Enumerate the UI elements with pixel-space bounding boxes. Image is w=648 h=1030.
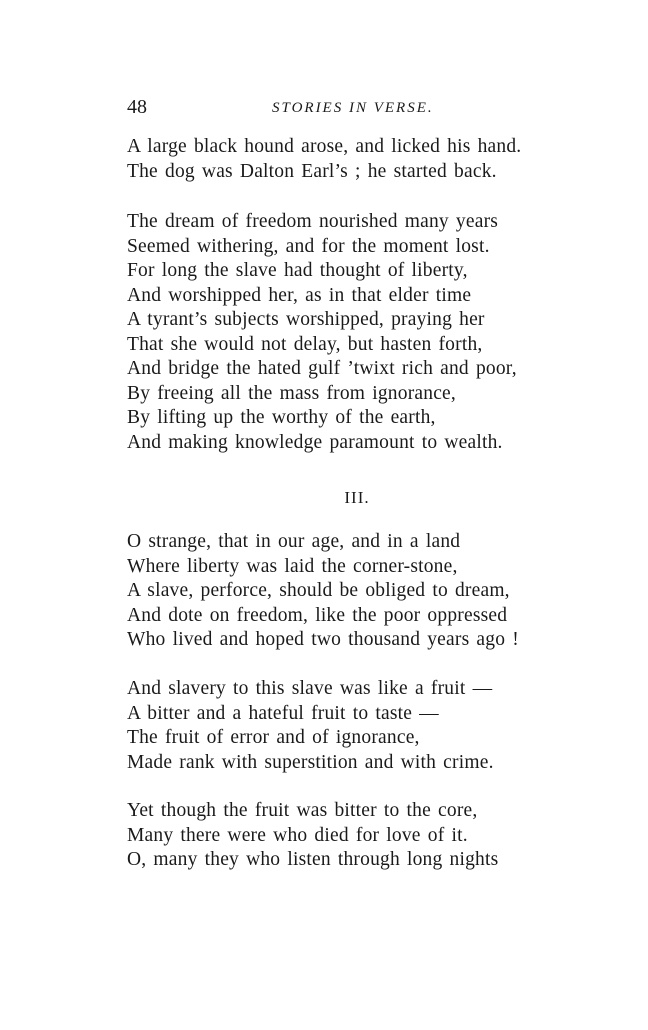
stanza-4 bbox=[127, 677, 567, 775]
verse-line: And worshipped her, as in that elder time bbox=[127, 284, 472, 306]
section-heading bbox=[0, 488, 648, 508]
verse-line: Who lived and hoped two thousand years ago ! bbox=[127, 629, 519, 650]
verse-line: Seemed withering, and for the moment lost. bbox=[127, 235, 490, 257]
page-number: 48 bbox=[127, 96, 147, 118]
verse-line: Yet though the fruit was bitter to the core, bbox=[127, 800, 478, 821]
verse-line: By lifting up the worthy of the earth, bbox=[127, 407, 436, 428]
stanza-5 bbox=[127, 799, 567, 873]
verse-line: And making knowledge paramount to wealth. bbox=[127, 431, 503, 453]
stanza-2 bbox=[127, 210, 567, 455]
verse-line: A slave, perforce, should be obliged to dream, bbox=[127, 580, 510, 601]
verse-line: A large black hound arose, and licked his hand. bbox=[127, 136, 522, 157]
section-number: III. bbox=[344, 488, 370, 507]
verse-line: For long the slave had thought of liberty, bbox=[127, 260, 468, 281]
verse-line: And slavery to this slave was like a fruit — bbox=[127, 678, 493, 699]
stanza-1 bbox=[127, 135, 567, 184]
verse-line: Many there were who died for love of it. bbox=[127, 824, 468, 846]
verse-line: The dog was Dalton Earl’s ; he started back. bbox=[127, 160, 497, 182]
page-header bbox=[127, 96, 527, 124]
stanza-3 bbox=[127, 530, 567, 653]
verse-line: That she would not delay, but hasten forth, bbox=[127, 333, 483, 355]
verse-line: And dote on freedom, like the poor oppressed bbox=[127, 604, 508, 626]
verse-line: A bitter and a hateful fruit to taste — bbox=[127, 702, 439, 724]
verse-line: O, many they who listen through long nights bbox=[127, 849, 499, 870]
verse-line: Made rank with superstition and with crime. bbox=[127, 751, 494, 773]
verse-line: The dream of freedom nourished many years bbox=[127, 211, 499, 232]
verse-line: A tyrant’s subjects worshipped, praying her bbox=[127, 309, 485, 330]
verse-line: And bridge the hated gulf ’twixt rich and poor, bbox=[127, 358, 517, 379]
running-title: STORIES IN VERSE. bbox=[272, 100, 434, 116]
verse-line: O strange, that in our age, and in a land bbox=[127, 531, 461, 552]
verse-line: By freeing all the mass from ignorance, bbox=[127, 382, 456, 404]
verse-line: Where liberty was laid the corner-stone, bbox=[127, 555, 458, 577]
verse-line: The fruit of error and of ignorance, bbox=[127, 727, 420, 748]
